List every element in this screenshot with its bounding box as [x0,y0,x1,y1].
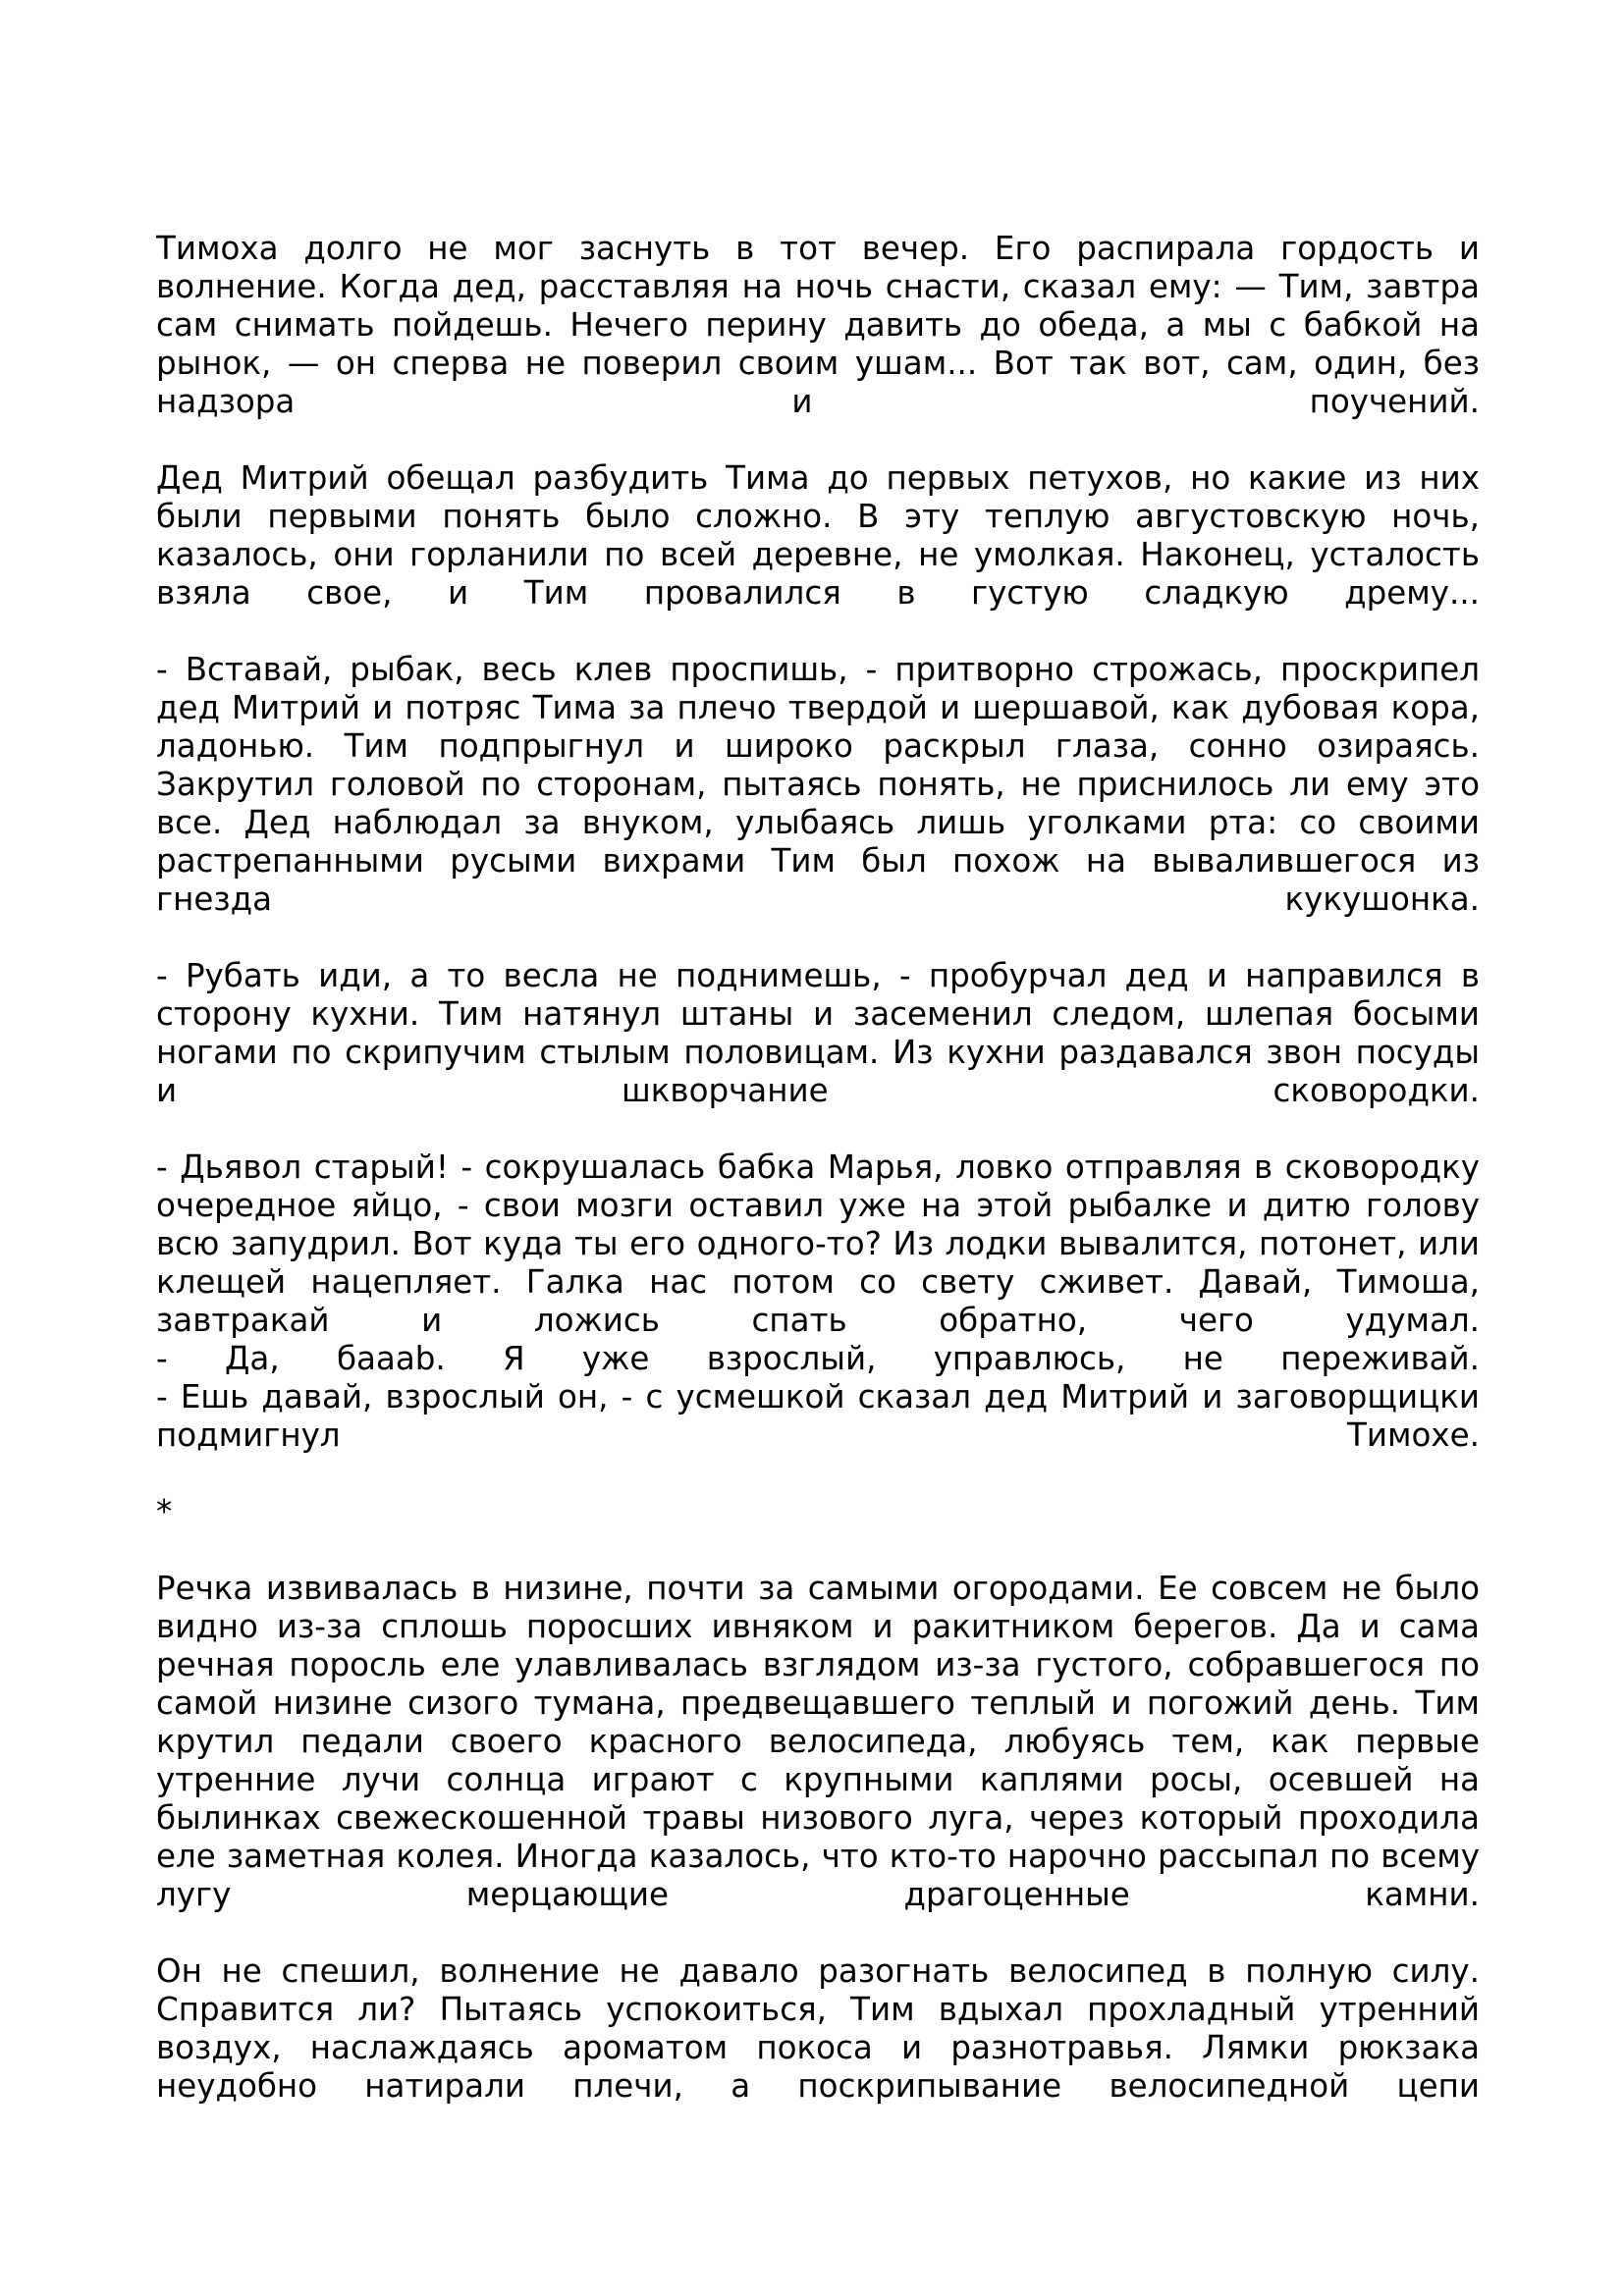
paragraph-gap [156,1531,1480,1570]
paragraph-6: Речка извивалась в низине, почти за самыми огородами. Ее совсем не было видно из-за сплошь поросших ивняком и ракитником берегов. Да и сама речная поросль еле улавливалась взглядом из-за густого, собравшегося по самой низине сизого тумана, предвещавшего теплый и погожий день. Тим крутил педали своего красного велосипеда, любуясь тем, как первые утренние лучи солнца играют с крупными каплями росы, осевшей на былинках свежескошенной травы низового луга, через который проходила еле заметная колея. Иногда казалось, что кто-то нарочно рассыпал по всему лугу мерцающие драгоценные камни. [156,1570,1480,1913]
paragraph-2: Дед Митрий обещал разбудить Тима до первых петухов, но какие из них были первыми понять было сложно. В эту теплую августовскую ночь, казалось, они горланили по всей деревне, не умолкая. Наконец, усталость взяла свое, и Тим провалился в густую сладкую дрему... [156,459,1480,612]
paragraph-gap [156,1455,1480,1493]
paragraph-7: Он не спешил, волнение не давало разогнать велосипед в полную силу. Справится ли? Пытаясь успокоиться, Тим вдыхал прохладный утренний воздух, наслаждаясь ароматом покоса и разнотравья. Лямки рюкзака неудобно натирали плечи, а поскрипывание велосипедной цепи [156,1952,1480,2105]
paragraph-3: - Вставай, рыбак, весь клев проспишь, - притворно строжась, проскрипел дед Митрий и потряс Тима за плечо твердой и шершавой, как дубовая кора, ладонью. Тим подпрыгнул и широко раскрыл глаза, сонно озираясь. Закрутил головой по сторонам, пытаясь понять, не приснилось ли ему это все. Дед наблюдал за внуком, улыбаясь лишь уголками рта: со своими растрепанными русыми вихрами Тим был похож на вывалившегося из гнезда кукушонка. [156,651,1480,918]
dialog-line-1: - Да, бааab. Я уже взрослый, управлюсь, не переживай. [156,1340,1480,1377]
document-page [156,230,1480,2106]
paragraph-4: - Рубать иди, а то весла не поднимешь, - пробурчал дед и направился в сторону кухни. Тим натянул штаны и засеменил следом, шлепая босыми ногами по скрипучим стылым половицам. Из кухни раздавался звон посуды и шкворчание сковородки. [156,957,1480,1109]
paragraph-gap [156,421,1480,459]
paragraph-gap [156,613,1480,651]
dialog-line-2: - Ешь давай, взрослый он, - с усмешкой сказал дед Митрий и заговорщицки подмигнул Тимохе. [156,1378,1480,1454]
paragraph-gap [156,1914,1480,1952]
paragraph-gap [156,919,1480,957]
section-separator: * [156,1493,173,1530]
paragraph-5: - Дьявол старый! - сокрушалась бабка Марья, ловко отправляя в сковородку очередное яйцо, - свои мозги оставил уже на этой рыбалке и дитю голову всю запудрил. Вот куда ты его одного-то? Из лодки вывалится, потонет, или клещей нацепляет. Галка нас потом со свету сживет. Давай, Тимоша, завтракай и ложись спать обратно, чего удумал. [156,1148,1480,1339]
paragraph-1: Тимоха долго не мог заснуть в тот вечер. Его распирала гордость и волнение. Когда дед, расставляя на ночь снасти, сказал ему: — Тим, завтра сам снимать пойдешь. Нечего перину давить до обеда, а мы с бабкой на рынок, — он сперва не поверил своим ушам... Вот так вот, сам, один, без надзора и поучений. [156,230,1480,420]
paragraph-gap [156,1110,1480,1148]
